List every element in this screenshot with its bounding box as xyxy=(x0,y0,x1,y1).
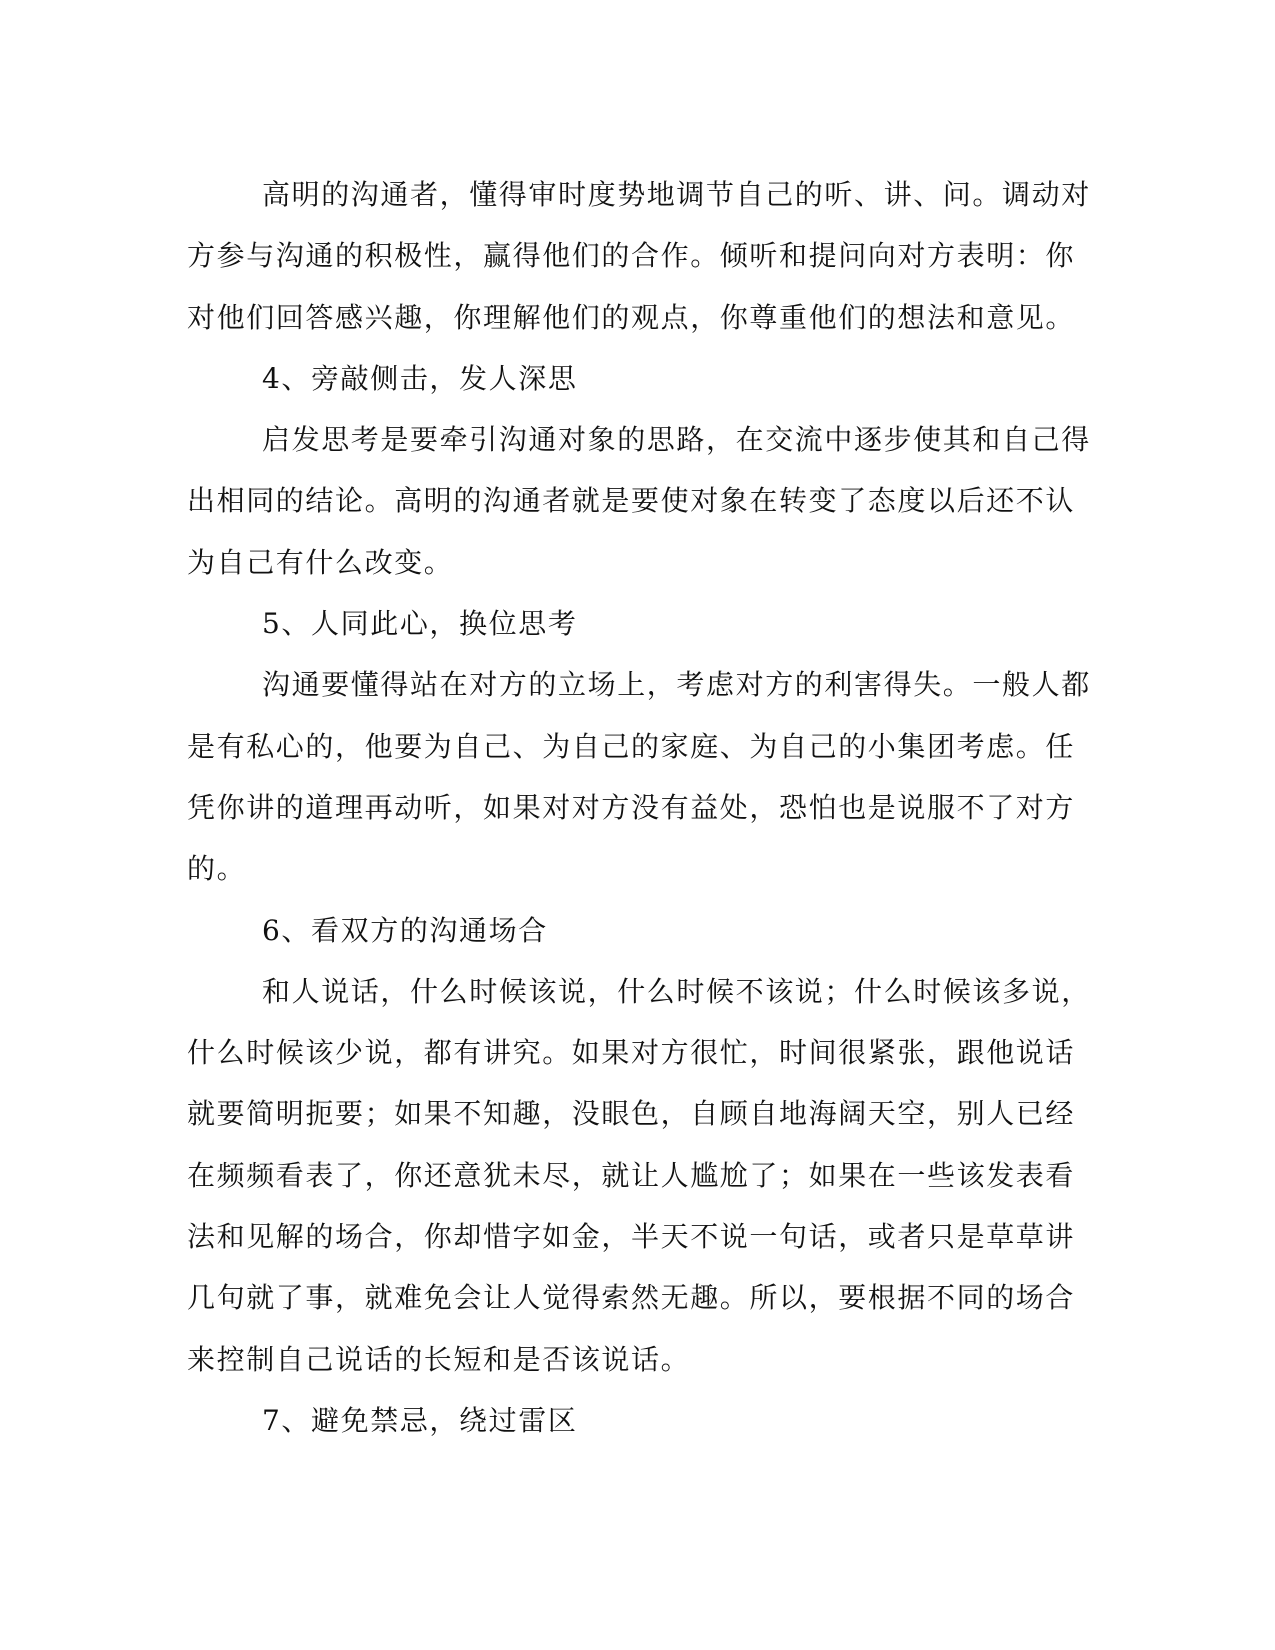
paragraph-line: 几句就了事，就难免会让人觉得索然无趣。所以，要根据不同的场合 xyxy=(187,1281,1076,1315)
paragraph-line: 出相同的结论。高明的沟通者就是要使对象在转变了态度以后还不认 xyxy=(187,484,1076,518)
paragraph-line: 为自己有什么改变。 xyxy=(187,545,454,579)
paragraph-line: 来控制自己说话的长短和是否该说话。 xyxy=(187,1342,691,1376)
paragraph-line: 对他们回答感兴趣，你理解他们的观点，你尊重他们的想法和意见。 xyxy=(187,300,1076,334)
paragraph-line: 在频频看表了，你还意犹未尽，就让人尴尬了；如果在一些该发表看 xyxy=(187,1158,1076,1192)
section-heading: 7、避免禁忌，绕过雷区 xyxy=(262,1403,578,1437)
paragraph-line: 什么时候该少说，都有讲究。如果对方很忙，时间很紧张，跟他说话 xyxy=(187,1036,1076,1070)
paragraph-line: 法和见解的场合，你却惜字如金，半天不说一句话，或者只是草草讲 xyxy=(187,1220,1076,1254)
paragraph-line: 启发思考是要牵引沟通对象的思路，在交流中逐步使其和自己得 xyxy=(262,423,1091,457)
paragraph-line: 的。 xyxy=(187,852,247,886)
section-heading: 6、看双方的沟通场合 xyxy=(262,913,548,947)
paragraph-line: 和人说话，什么时候该说，什么时候不该说；什么时候该多说， xyxy=(262,974,1091,1008)
section-heading: 4、旁敲侧击，发人深思 xyxy=(262,361,578,395)
document-body xyxy=(187,164,1091,1451)
paragraph-line: 高明的沟通者，懂得审时度势地调节自己的听、讲、问。调动对 xyxy=(262,178,1091,211)
paragraph-line: 沟通要懂得站在对方的立场上，考虑对方的利害得失。一般人都 xyxy=(262,668,1091,702)
paragraph-line: 方参与沟通的积极性，赢得他们的合作。倾听和提问向对方表明：你 xyxy=(187,239,1076,273)
section-heading: 5、人同此心，换位思考 xyxy=(262,607,578,641)
paragraph-line: 是有私心的，他要为自己、为自己的家庭、为自己的小集团考虑。任 xyxy=(187,729,1076,763)
paragraph-line: 凭你讲的道理再动听，如果对对方没有益处，恐怕也是说服不了对方 xyxy=(187,790,1076,824)
paragraph-line: 就要简明扼要；如果不知趣，没眼色，自顾自地海阔天空，别人已经 xyxy=(187,1097,1076,1131)
